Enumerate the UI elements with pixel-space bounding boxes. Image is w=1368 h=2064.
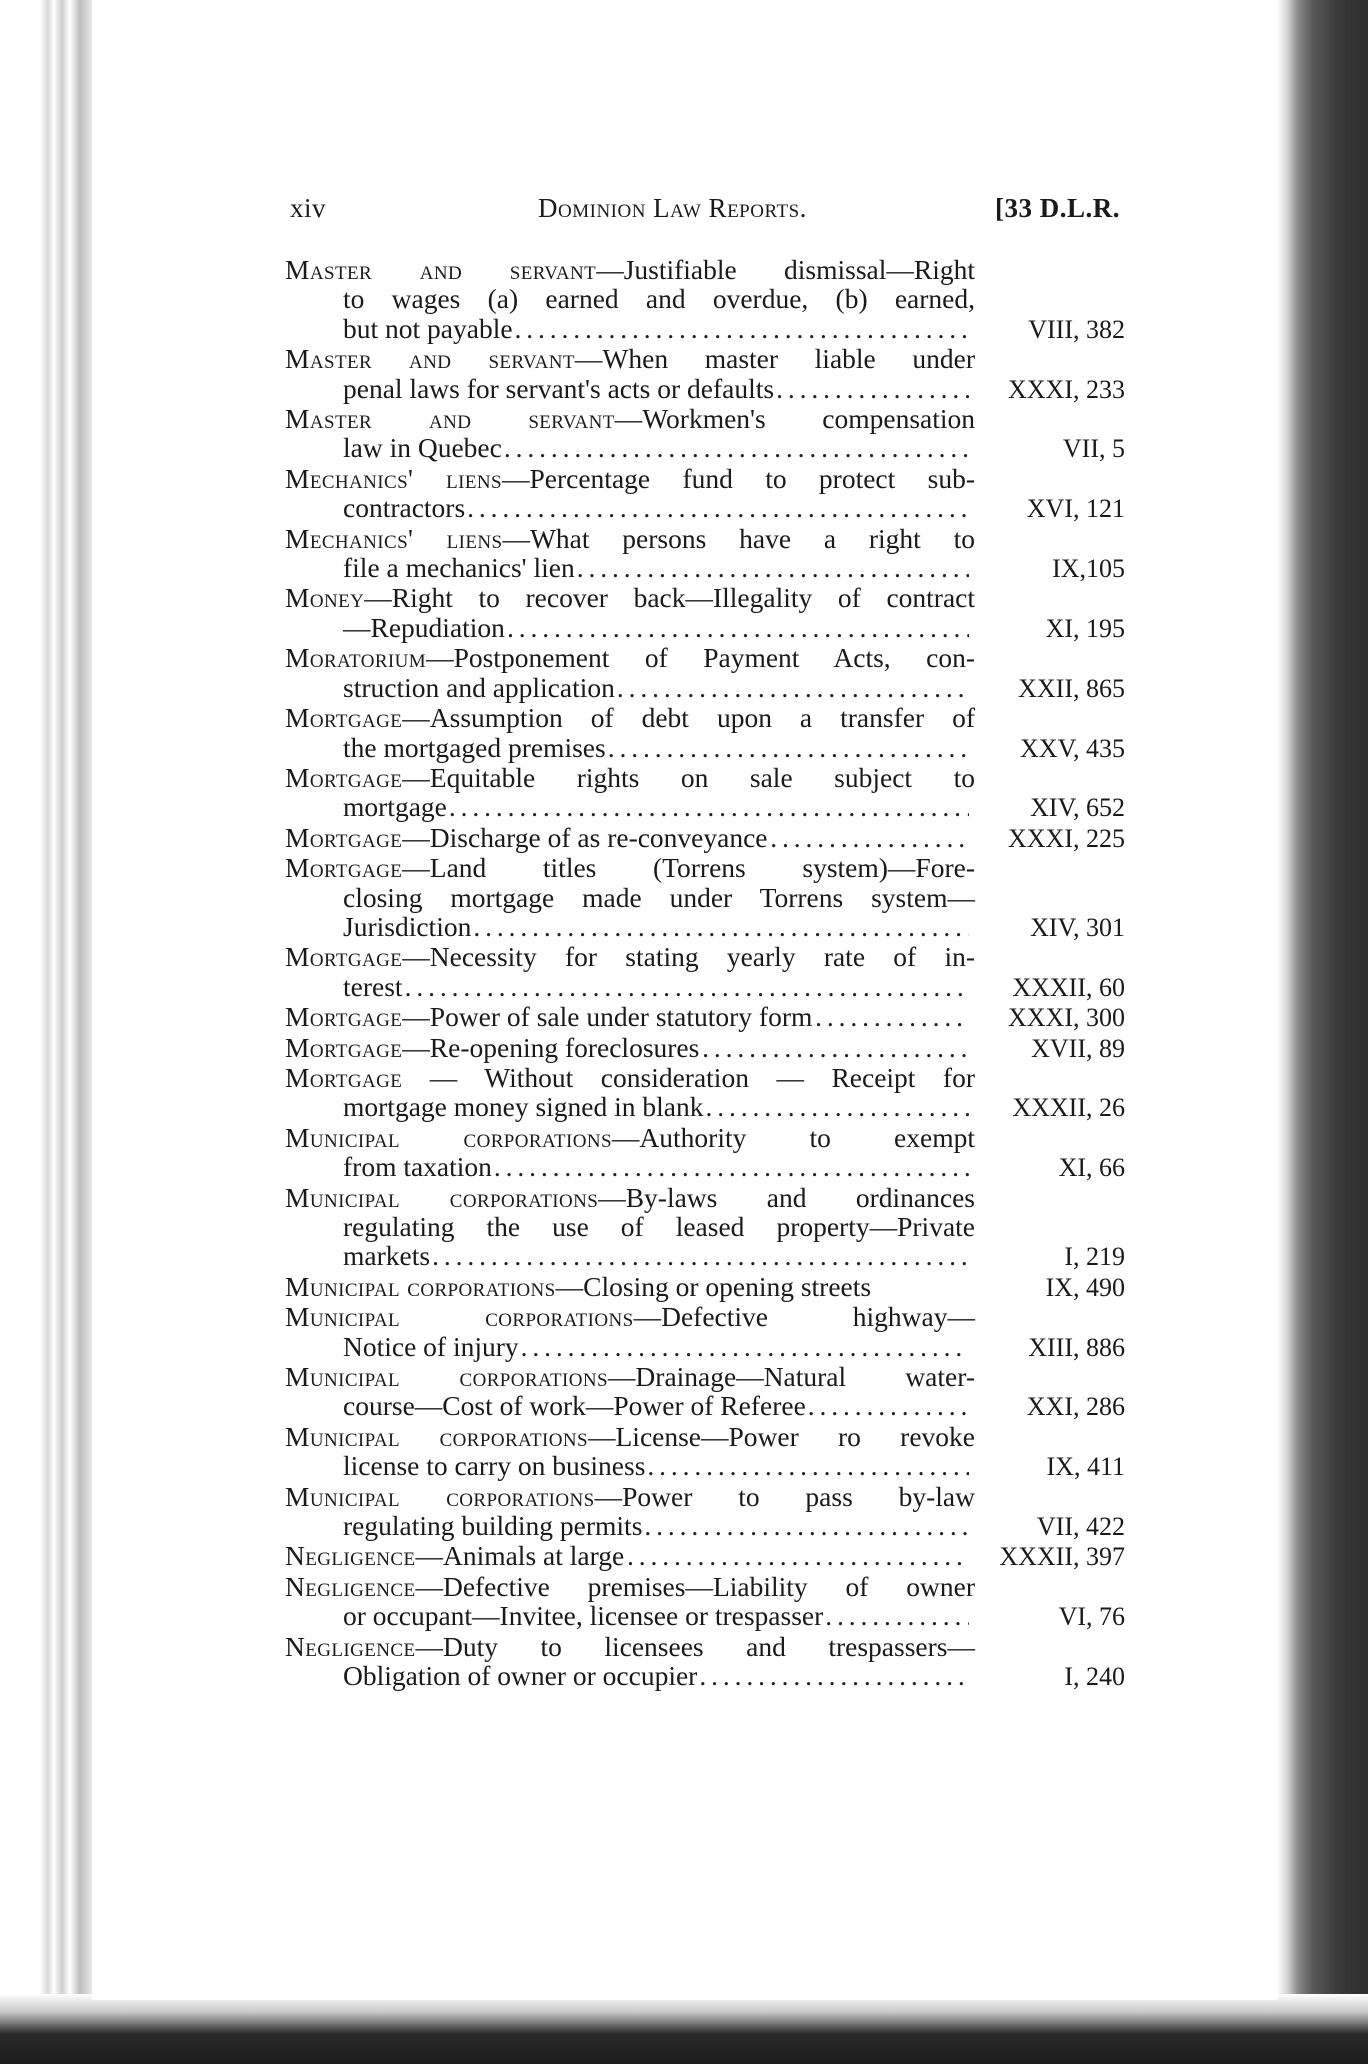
volume-page-ref: XI, 195 — [1045, 613, 1125, 643]
entry-heading: Municipal corporations — [285, 1270, 556, 1302]
entry-line — [285, 1061, 1125, 1093]
volume-page-ref: XIII, 886 — [1028, 1332, 1125, 1362]
entry-text: mortgage — [343, 791, 447, 823]
dot-leader — [617, 673, 969, 702]
volume-page-ref: XXXI, 300 — [1008, 1003, 1125, 1033]
dot-leader — [577, 553, 969, 582]
entry-heading: Mortgage — [285, 1031, 403, 1063]
entry-subject: —Right to recover back—Illegality of contract — [364, 582, 975, 614]
entry-text: contractors — [343, 492, 466, 524]
entry-subject: —What persons have a right to — [502, 522, 975, 554]
entry-line — [285, 702, 1125, 734]
entry-line — [285, 821, 1125, 853]
volume-page-ref: XVI, 121 — [1026, 494, 1125, 524]
index-entry — [285, 255, 1125, 344]
index-entry — [285, 1362, 1125, 1422]
entry-subject: —Workmen's compensation — [614, 403, 976, 435]
entry-text: file a mechanics' lien — [343, 552, 575, 584]
volume-page-ref: VI, 76 — [1058, 1602, 1125, 1632]
entry-line — [285, 522, 1125, 554]
entry-heading: Mortgage — [285, 761, 403, 793]
entry-text: mortgage money signed in blank — [343, 1091, 704, 1123]
volume-page-ref: XXXII, 397 — [999, 1542, 1125, 1572]
entry-heading: Mortgage — [285, 702, 403, 734]
entry-heading: Municipal corporations — [285, 1301, 634, 1333]
entry-line — [343, 912, 1125, 942]
entry-line — [343, 493, 1125, 523]
entry-text — [285, 1121, 975, 1153]
index-entry — [285, 583, 1125, 643]
entry-line — [343, 553, 1125, 583]
entry-subject: —Percentage fund to protect sub- — [501, 462, 975, 494]
entry-text — [285, 642, 975, 674]
entry-line — [343, 284, 1125, 313]
entry-line — [343, 1152, 1125, 1182]
entry-subject: —Postponement of Payment Acts, con- — [426, 642, 975, 674]
entry-text — [285, 1181, 976, 1213]
entry-subject: —Assumption of debt upon a transfer of — [402, 702, 975, 734]
entry-line — [343, 1391, 1125, 1421]
entry-line — [343, 1092, 1125, 1122]
entry-text: from taxation — [343, 1151, 492, 1183]
entry-line — [343, 1241, 1125, 1271]
entry-text — [285, 1301, 975, 1333]
index-entry — [285, 1183, 1125, 1272]
entry-line — [343, 1451, 1125, 1481]
dot-leader — [504, 433, 969, 462]
volume-page-ref: XXII, 865 — [1018, 673, 1125, 703]
entry-line — [285, 1031, 1125, 1063]
entry-text: course—Cost of work—Power of Referee — [343, 1390, 806, 1422]
entry-heading: Moratorium — [285, 642, 427, 674]
entry-text — [285, 1570, 975, 1602]
volume-reference: [33 D.L.R. — [995, 193, 1120, 223]
entry-heading: Master and servant — [285, 254, 597, 285]
entry-subject: —Power of sale under statutory form — [402, 1001, 813, 1033]
scan-right-edge — [1278, 0, 1368, 2064]
index-entry — [285, 1063, 1125, 1123]
entry-text — [285, 821, 768, 853]
entry-line — [343, 883, 1125, 912]
dot-leader — [644, 1511, 969, 1540]
entry-line — [285, 1301, 1125, 1333]
entry-line — [343, 733, 1125, 763]
index-entry — [285, 703, 1125, 763]
index-entry — [285, 1272, 1125, 1302]
volume-page-ref: XIV, 652 — [1030, 793, 1125, 823]
entry-subject: —Authority to exempt — [611, 1121, 975, 1153]
entry-line — [343, 1601, 1125, 1631]
entry-line — [343, 792, 1125, 822]
entry-subject: —Equitable rights on sale subject to — [402, 761, 975, 793]
scan-left-edge — [0, 0, 92, 2064]
entry-text: regulating building permits — [343, 1510, 643, 1542]
dot-leader — [515, 314, 969, 343]
entry-line — [285, 1630, 1125, 1662]
dot-leader — [608, 733, 969, 762]
entry-text: to wages (a) earned and overdue, (b) earned, — [343, 283, 975, 315]
dot-leader — [473, 912, 969, 941]
entry-subject: —Defective highway— — [633, 1301, 975, 1333]
entry-heading: Negligence — [285, 1630, 416, 1662]
entry-heading: Money — [285, 582, 365, 614]
dot-leader — [626, 1541, 969, 1570]
entry-line — [285, 462, 1125, 494]
volume-page-ref: XVII, 89 — [1031, 1033, 1125, 1063]
index-entry — [285, 524, 1125, 584]
volume-page-ref: VII, 5 — [1062, 434, 1125, 464]
entry-text — [285, 1361, 975, 1393]
entry-line — [343, 1332, 1125, 1362]
dot-leader — [825, 1601, 969, 1630]
volume-page-ref: XXV, 435 — [1020, 733, 1125, 763]
entry-subject: —Animals at large — [415, 1540, 625, 1572]
entry-line — [343, 1661, 1125, 1691]
entry-text: Notice of injury — [343, 1330, 519, 1362]
entry-line — [285, 852, 1125, 884]
dot-leader — [494, 1152, 969, 1181]
index-entry — [285, 942, 1125, 1002]
entry-text — [285, 1480, 975, 1512]
entry-text — [285, 702, 975, 734]
entry-subject: —Power to pass by-law — [594, 1480, 975, 1512]
entry-heading: Municipal corporations — [285, 1181, 599, 1213]
entry-line — [285, 403, 1125, 435]
entry-text: closing mortgage made under Torrens system— — [343, 881, 975, 913]
entry-text — [285, 1270, 872, 1302]
index-entry — [285, 1572, 1125, 1632]
entry-heading: Negligence — [285, 1570, 416, 1602]
entry-line — [285, 1361, 1125, 1393]
entry-line — [285, 582, 1125, 614]
dot-leader — [770, 823, 969, 852]
dot-leader — [776, 374, 969, 403]
dot-leader — [647, 1451, 969, 1480]
entry-text — [285, 1001, 813, 1033]
entry-text — [285, 343, 975, 375]
entry-text: terest — [343, 970, 403, 1002]
entry-heading: Municipal corporations — [285, 1480, 595, 1512]
volume-page-ref: XXI, 286 — [1026, 1392, 1125, 1422]
volume-page-ref: IX, 490 — [1045, 1272, 1125, 1302]
entry-text — [285, 1540, 625, 1572]
entry-text — [285, 582, 975, 614]
index-entry — [285, 823, 1125, 853]
entry-line — [343, 1212, 1125, 1241]
entry-text — [285, 1420, 975, 1452]
entry-subject: —License—Power ro revoke — [588, 1420, 975, 1452]
dot-leader — [521, 1332, 969, 1361]
entry-text: struction and application — [343, 671, 615, 703]
entry-subject: —Necessity for stating yearly rate of in- — [402, 941, 975, 973]
volume-page-ref: I, 240 — [1064, 1662, 1125, 1692]
volume-page-ref: IX,105 — [1052, 554, 1125, 584]
index-entry — [285, 1302, 1125, 1362]
volume-page-ref: XXXII, 26 — [1012, 1093, 1125, 1123]
entry-heading: Municipal corporations — [285, 1121, 612, 1153]
entry-text: or occupant—Invitee, licensee or trespasser — [343, 1600, 824, 1632]
entry-text — [285, 941, 975, 973]
entry-heading: Master and servant — [285, 343, 575, 375]
entry-line — [343, 673, 1125, 703]
entry-heading: Mortgage — [285, 1061, 403, 1093]
index-entries — [285, 255, 1125, 1692]
dot-leader — [405, 972, 969, 1001]
index-entry — [285, 1033, 1125, 1063]
volume-page-ref: IX, 411 — [1046, 1452, 1125, 1482]
dot-leader — [808, 1391, 969, 1420]
entry-text — [285, 1031, 700, 1063]
dot-leader — [705, 1092, 969, 1121]
entry-text — [285, 1061, 975, 1093]
page-number: xiv — [290, 193, 327, 223]
entry-subject: —By-laws and ordinances — [598, 1181, 976, 1213]
entry-line — [343, 972, 1125, 1002]
entry-line — [343, 433, 1125, 463]
entry-line — [343, 374, 1125, 404]
entry-text: Obligation of owner or occupier — [343, 1660, 698, 1692]
volume-page-ref: XXXI, 233 — [1008, 374, 1125, 404]
entry-text — [285, 1630, 975, 1662]
entry-subject: —Re-opening foreclosures — [402, 1031, 700, 1063]
entry-heading: Municipal corporations — [285, 1420, 588, 1452]
entry-line — [343, 314, 1125, 344]
entry-text: the mortgaged premises — [343, 731, 606, 763]
index-entry — [285, 643, 1125, 703]
entry-line — [285, 1270, 1125, 1302]
index-entry — [285, 464, 1125, 524]
dot-leader — [699, 1661, 969, 1690]
entry-line — [285, 1181, 1125, 1213]
index-entry — [285, 1123, 1125, 1183]
running-title: Dominion Law Reports. — [538, 193, 807, 223]
entry-text: —Repudiation — [343, 611, 505, 643]
entry-line — [285, 254, 1125, 285]
entry-line — [285, 1121, 1125, 1153]
dot-leader — [814, 1002, 969, 1031]
entry-text: license to carry on business — [343, 1450, 646, 1482]
entry-line — [343, 613, 1125, 643]
dot-leader — [432, 1241, 969, 1270]
index-entry — [285, 1422, 1125, 1482]
entry-subject: —When master liable under — [574, 343, 975, 375]
entry-text — [285, 403, 976, 435]
entry-heading: Mortgage — [285, 941, 403, 973]
entry-heading: Mortgage — [285, 852, 403, 884]
entry-line — [285, 1540, 1125, 1572]
entry-line — [285, 1480, 1125, 1512]
scan-bottom-edge — [0, 1994, 1368, 2064]
entry-subject: —Closing or opening streets — [555, 1270, 872, 1302]
entry-heading: Master and servant — [285, 403, 615, 435]
entry-line — [285, 642, 1125, 674]
index-entry — [285, 853, 1125, 942]
entry-subject: —Justifiable dismissal—Right — [596, 254, 975, 285]
entry-line — [285, 761, 1125, 793]
index-entry — [285, 1632, 1125, 1692]
entry-text: but not payable — [343, 312, 513, 344]
entry-text: markets — [343, 1240, 431, 1272]
entry-heading: Mechanics' liens — [285, 462, 502, 494]
entry-text — [285, 462, 975, 494]
entry-subject: —Land titles (Torrens system)—Fore- — [402, 852, 975, 884]
index-entry — [285, 1541, 1125, 1571]
entry-text — [285, 852, 975, 884]
entry-text — [285, 761, 975, 793]
entry-subject: — Without consideration — Receipt for — [402, 1061, 975, 1093]
volume-page-ref: XXXI, 225 — [1008, 823, 1125, 853]
index-entry — [285, 763, 1125, 823]
index-entry — [285, 404, 1125, 464]
entry-text — [285, 522, 975, 554]
volume-page-ref: XI, 66 — [1058, 1153, 1125, 1183]
entry-subject: —Duty to licensees and trespassers— — [415, 1630, 975, 1662]
volume-page-ref: XXXII, 60 — [1012, 972, 1125, 1002]
entry-line — [285, 1420, 1125, 1452]
entry-heading: Mortgage — [285, 821, 403, 853]
entry-text: penal laws for servant's acts or defaults — [343, 372, 775, 404]
volume-page-ref: XIV, 301 — [1030, 912, 1125, 942]
dot-leader — [507, 613, 969, 642]
entry-line — [343, 1511, 1125, 1541]
dot-leader — [449, 792, 969, 821]
volume-page-ref: I, 219 — [1064, 1242, 1125, 1272]
entry-text: regulating the use of leased property—Private — [343, 1211, 975, 1242]
dot-leader — [701, 1033, 969, 1062]
volume-page-ref: VIII, 382 — [1028, 314, 1125, 344]
entry-subject: —Defective premises—Liability of owner — [415, 1570, 975, 1602]
entry-heading: Municipal corporations — [285, 1361, 608, 1393]
entry-line — [285, 1570, 1125, 1602]
entry-line — [285, 1001, 1125, 1033]
entry-heading: Mortgage — [285, 1001, 403, 1033]
dot-leader — [467, 493, 969, 522]
entry-text — [285, 254, 975, 285]
index-entry — [285, 344, 1125, 404]
volume-page-ref: VII, 422 — [1036, 1512, 1125, 1542]
entry-text: Jurisdiction — [343, 910, 472, 942]
entry-text: law in Quebec — [343, 432, 502, 464]
entry-heading: Negligence — [285, 1540, 416, 1572]
index-entry — [285, 1002, 1125, 1032]
entry-heading: Mechanics' liens — [285, 522, 503, 554]
running-header — [290, 193, 1150, 233]
index-entry — [285, 1482, 1125, 1542]
entry-line — [285, 941, 1125, 973]
entry-line — [285, 343, 1125, 375]
entry-subject: —Discharge of as re-conveyance — [402, 821, 768, 853]
entry-subject: —Drainage—Natural water- — [607, 1361, 975, 1393]
